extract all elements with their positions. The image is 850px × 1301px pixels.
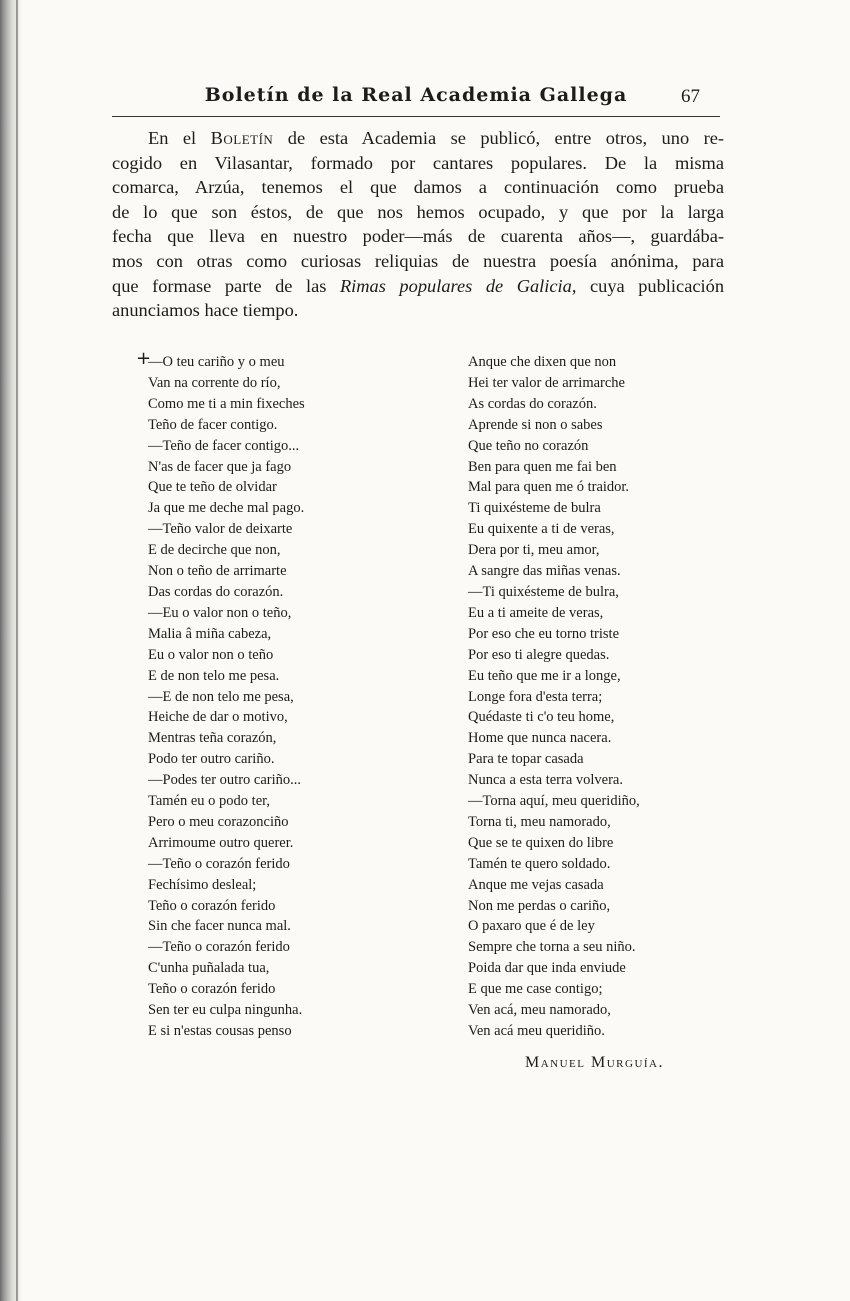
intro-line: mos con otras como curiosas reliquias de nuestra poesía anónima, para — [112, 250, 724, 271]
verse-line: As cordas do corazón. — [468, 395, 597, 412]
verse-line: Eu o valor non o teño — [148, 646, 274, 663]
verse-line: Fechísimo desleal; — [148, 876, 257, 893]
verse-line: Teño o corazón ferido — [148, 981, 276, 998]
verse-line: —Teño o corazón ferido — [148, 939, 290, 956]
verse-line: Non o teño de arrimarte — [148, 563, 287, 580]
verse-line: —Podes ter outro cariño... — [148, 772, 302, 789]
verse-line: Torna ti, meu namorado, — [468, 813, 611, 830]
verse-line: —O teu cariño y o meu — [148, 354, 285, 370]
intro-text: que formase parte de las — [112, 275, 327, 296]
verse-line: Eu teño que me ir a longe, — [468, 667, 621, 684]
intro-line: fecha que lleva en nuestro poder—más de cuarenta años—, guardába- — [112, 226, 724, 247]
verse-line: —Teño de facer contigo... — [148, 437, 300, 454]
verse-line: Longe fora d'esta terra; — [468, 688, 603, 705]
intro-line: cogido en Vilasantar, formado por cantares populares. De la misma — [112, 152, 724, 173]
poem-left-column — [148, 352, 448, 1042]
intro-line — [112, 126, 724, 151]
verse-line: Por eso ti alegre quedas. — [468, 646, 610, 663]
verse-line: Que te teño de olvidar — [148, 479, 277, 496]
verse-line: Poida dar que inda enviude — [468, 960, 626, 977]
intro-paragraph — [112, 126, 724, 323]
header-rule — [112, 116, 720, 117]
verse-line: Anque che dixen que non — [468, 354, 617, 370]
binding-shadow-line — [16, 0, 18, 1301]
verse-line: Ven acá, meu namorado, — [468, 1002, 611, 1019]
verse-line: Sen ter eu culpa ningunha. — [148, 1002, 303, 1019]
verse-line: C'unha puñalada tua, — [148, 960, 270, 977]
verse-line: E de non telo me pesa. — [148, 667, 280, 684]
verse-line: E de decirche que non, — [148, 542, 281, 559]
verse-line: —Eu o valor non o teño, — [148, 604, 292, 621]
verse-line: Mal para quen me ó traidor. — [468, 479, 630, 496]
verse-line: Quédaste ti c'o teu home, — [468, 709, 615, 726]
verse-line: Eu quixente a ti de veras, — [468, 521, 615, 538]
journal-title: Boletín de la Real Academia Gallega — [204, 84, 628, 106]
verse-line: Tamén eu o podo ter, — [148, 793, 271, 810]
verse-line: Para te topar casada — [468, 751, 584, 768]
verse-line: N'as de facer que ja fago — [148, 458, 292, 475]
intro-line: de lo que son éstos, de que nos hemos ocupado, y que por la larga — [112, 201, 724, 222]
intro-line: anunciamos hace tiempo. — [112, 300, 299, 321]
verse-line: O paxaro que é de ley — [468, 918, 595, 935]
rimas-title: Rimas populares de Galicia — [339, 275, 572, 296]
verse-line: Como me ti a min fixeches — [148, 395, 305, 412]
verse-line: —E de non telo me pesa, — [148, 688, 294, 705]
verse-line: Non me perdas o cariño, — [468, 897, 611, 914]
verse-line: Heiche de dar o motivo, — [148, 709, 288, 726]
verse-line: —Ti quixésteme de bulra, — [468, 583, 619, 600]
verse-line: —Torna aquí, meu queridiño, — [468, 793, 640, 810]
verse-line: E si n'estas cousas penso — [148, 1023, 292, 1039]
boletin-word: Boletín — [210, 128, 274, 148]
verse-line: Pero o meu corazonciño — [148, 813, 289, 830]
verse-line: Malia â miña cabeza, — [148, 625, 272, 642]
intro-text: de esta Academia se publicó, entre otros, uno re- — [287, 128, 724, 148]
intro-line — [112, 274, 724, 299]
verse-line: A sangre das miñas venas. — [468, 563, 621, 580]
verse-line: —Teño valor de deixarte — [148, 521, 293, 538]
verse-line: Van na corrente do río, — [148, 374, 281, 391]
running-header — [112, 84, 720, 114]
verse-line: Que teño no corazón — [468, 437, 589, 454]
intro-text: En el — [148, 128, 197, 148]
verse-line: Por eso che eu torno triste — [468, 625, 620, 642]
verse-line: Dera por ti, meu amor, — [468, 542, 600, 559]
verse-line: Nunca a esta terra volvera. — [468, 772, 623, 789]
verse-line: Home que nunca nacera. — [468, 730, 612, 747]
verse-line: —Teño o corazón ferido — [148, 855, 290, 872]
verse-line: Ben para quen me fai ben — [468, 458, 617, 475]
verse-line: Sin che facer nunca mal. — [148, 918, 291, 935]
verse-line: Podo ter outro cariño. — [148, 751, 275, 768]
verse-line: Ven acá meu queridiño. — [468, 1023, 605, 1039]
verse-line: Teño de facer contigo. — [148, 416, 278, 433]
verse-line: Eu a ti ameite de veras, — [468, 604, 604, 621]
verse-line: Sempre che torna a seu niño. — [468, 939, 636, 956]
author-signature: Manuel Murguía. — [525, 1054, 664, 1071]
verse-line: Ja que me deche mal pago. — [148, 500, 305, 517]
verse-line: E que me case contigo; — [468, 981, 603, 998]
poem-right-column — [468, 352, 738, 1042]
intro-line: comarca, Arzúa, tenemos el que damos a continuación como prueba — [112, 177, 724, 198]
verse-line: Hei ter valor de arrimarche — [468, 374, 625, 391]
verse-line: Teño o corazón ferido — [148, 897, 276, 914]
margin-mark: + — [136, 348, 152, 369]
verse-line: Anque me vejas casada — [468, 876, 604, 893]
verse-line: Aprende si non o sabes — [468, 416, 603, 433]
verse-line: Tamén te quero soldado. — [468, 855, 611, 872]
intro-text: , cuya publicación — [571, 275, 725, 296]
page-binding-edge — [0, 0, 22, 1301]
verse-line: Que se te quixen do libre — [468, 834, 614, 851]
verse-line: Arrimoume outro querer. — [148, 834, 294, 851]
page-number: 67 — [681, 86, 700, 107]
verse-line: Mentras teña corazón, — [148, 730, 277, 747]
verse-line: Das cordas do corazón. — [148, 583, 284, 600]
verse-line: Ti quixésteme de bulra — [468, 500, 601, 517]
